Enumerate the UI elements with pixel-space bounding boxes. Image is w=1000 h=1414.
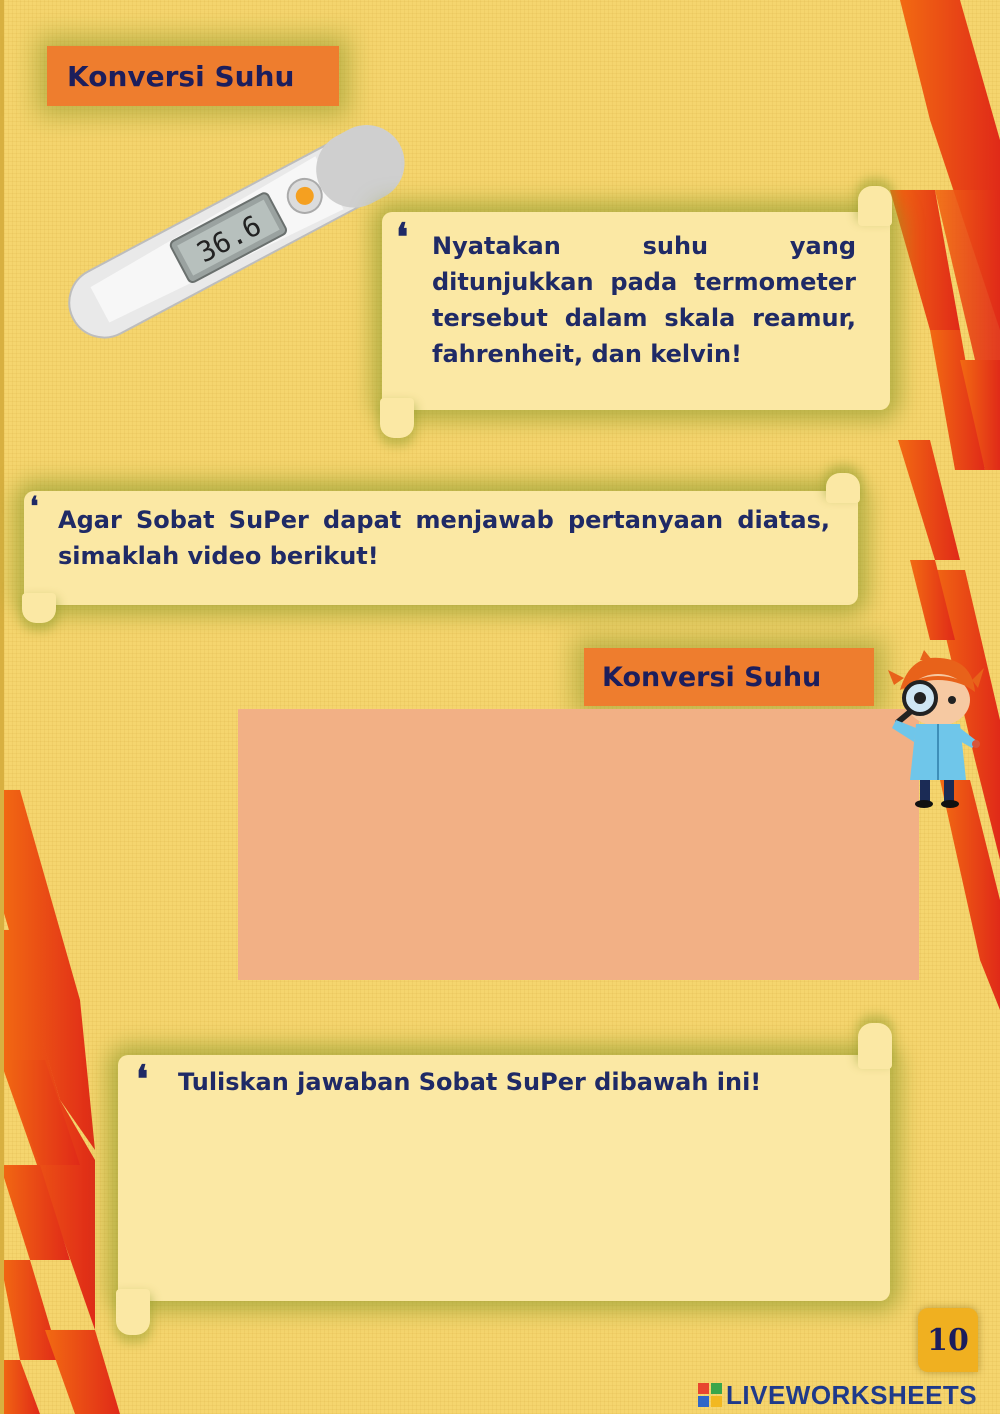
instruction-text: Agar Sobat SuPer dapat menjawab pertanyaan diatas, simaklah video berikut! <box>58 506 830 570</box>
page-number: 10 <box>927 1322 969 1358</box>
video-player[interactable] <box>238 709 919 980</box>
brand-name: LIVEWORKSHEETS <box>726 1379 978 1410</box>
video-section-title <box>584 648 874 706</box>
question-text: Nyatakan suhu yang ditunjukkan pada termometer tersebut dalam skala reamur, fahrenheit, dan kelvin! <box>432 232 856 368</box>
page-title-text: Konversi Suhu <box>67 59 295 93</box>
digital-thermometer-image <box>40 115 425 345</box>
quote-icon: ❛ <box>396 214 409 259</box>
brand-footer <box>698 1380 977 1410</box>
quote-icon: ❛ <box>30 492 39 522</box>
liveworksheets-logo-icon <box>698 1383 722 1407</box>
thermometer-reading: 36.6 <box>191 208 267 270</box>
detective-character-image <box>880 650 990 810</box>
answer-input-area[interactable] <box>150 1110 870 1290</box>
page-title <box>47 46 339 106</box>
answer-prompt: Tuliskan jawaban Sobat SuPer dibawah ini! <box>178 1068 762 1096</box>
quote-icon: ❛ <box>136 1056 149 1101</box>
page-number-badge <box>918 1308 978 1372</box>
video-section-title-text: Konversi Suhu <box>602 661 822 693</box>
